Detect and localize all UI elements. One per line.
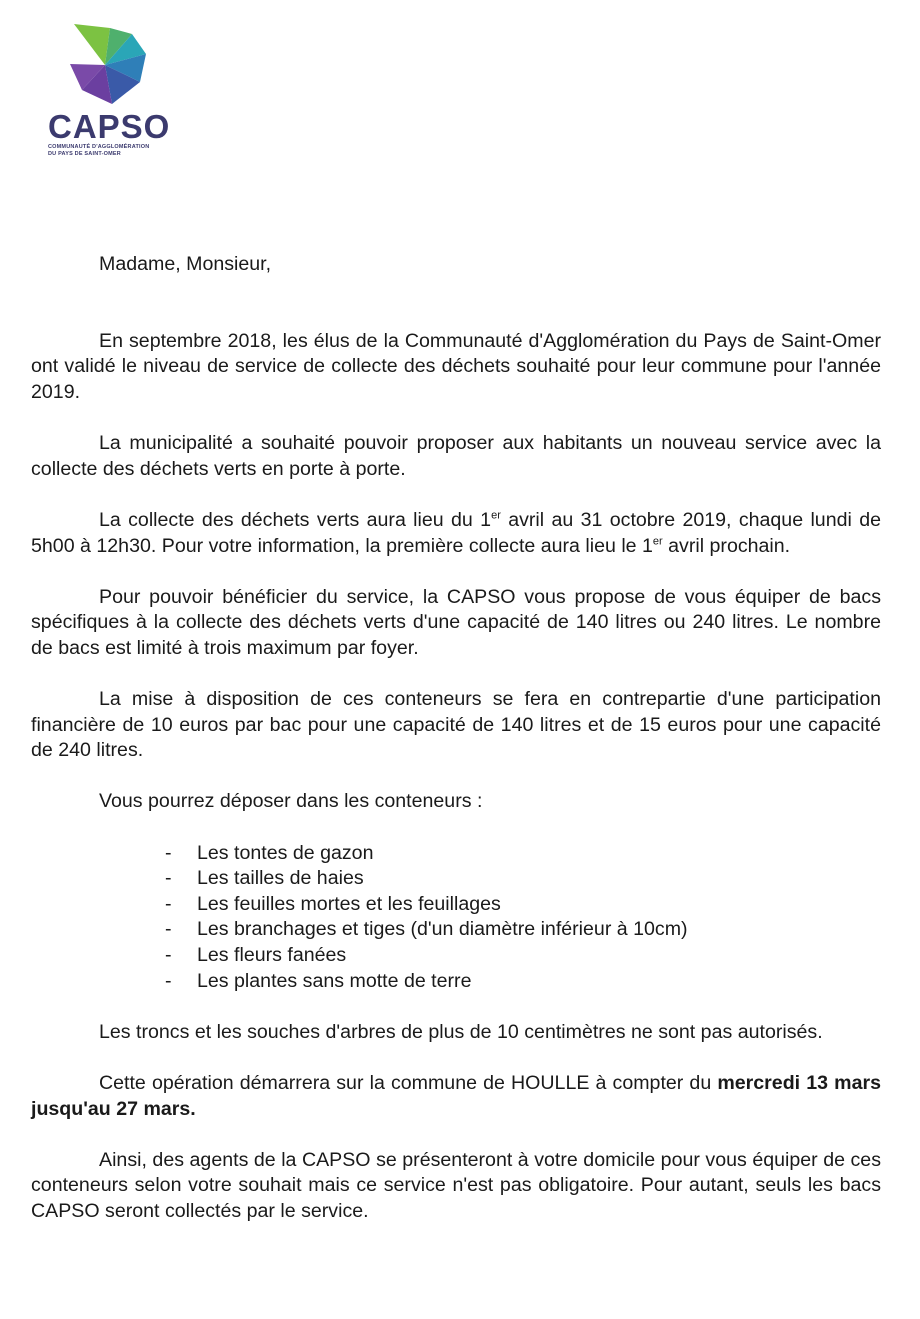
paragraph-8: Cette opération démarrera sur la commune de HOULLE à compter du mercredi 13 mars jusqu'au 27 mars. <box>31 1072 881 1120</box>
letter-body <box>31 252 881 1225</box>
list-item: - Les feuilles mortes et les feuillages <box>165 892 881 918</box>
list-item: - Les fleurs fanées <box>165 943 881 969</box>
logo-wordmark: CAPSO <box>48 108 171 145</box>
list-item: - Les branchages et tiges (d'un diamètre inférieur à 10cm) <box>165 917 881 943</box>
paragraph-6: Vous pourrez déposer dans les conteneurs : <box>99 790 483 813</box>
paragraph-2: La municipalité a souhaité pouvoir proposer aux habitants un nouveau service avec la collecte des déchets verts en porte à porte. <box>31 432 881 480</box>
list-item: - Les tontes de gazon <box>165 841 881 867</box>
logo-subtitle: COMMUNAUTÉ D'AGGLOMÉRATION DU PAYS DE SAINT-OMER <box>48 144 150 157</box>
list-item: - Les plantes sans motte de terre <box>165 969 881 995</box>
paragraph-5: La mise à disposition de ces conteneurs se fera en contrepartie d'une participation financière de 10 euros par bac pour une capacité de 140 litres et de 15 euros pour une capacité de 240 litres. <box>31 688 881 762</box>
paragraph-3: La collecte des déchets verts aura lieu du 1er avril au 31 octobre 2019, chaque lundi de 5h00 à 12h30. Pour votre information, la première collecte aura lieu le 1er avril prochain. <box>31 508 881 557</box>
paragraph-1: En septembre 2018, les élus de la Communauté d'Agglomération du Pays de Saint-Omer ont validé le niveau de service de collecte des déchets souhaité pour leur commune pour l'année 2019. <box>31 329 881 403</box>
capso-logo-mark-icon <box>60 20 150 110</box>
capso-logo <box>40 20 170 160</box>
paragraph-4: Pour pouvoir bénéficier du service, la CAPSO vous propose de vous équiper de bacs spécifiques à la collecte des déchets verts d'une capacité de 140 litres ou 240 litres. Le nombre de bacs est limité à trois maximum par foyer. <box>31 585 881 659</box>
paragraph-7: Les troncs et les souches d'arbres de plus de 10 centimètres ne sont pas autorisés. <box>99 1020 823 1043</box>
paragraph-9: Ainsi, des agents de la CAPSO se présenteront à votre domicile pour vous équiper de ces conteneurs selon votre souhait mais ce service n'est pas obligatoire. Pour autant, seuls les bacs CAPSO seront collectés par le service. <box>31 1148 881 1222</box>
list-item: - Les tailles de haies <box>165 866 881 892</box>
accepted-waste-list <box>31 841 881 995</box>
salutation: Madame, Monsieur, <box>99 253 272 275</box>
